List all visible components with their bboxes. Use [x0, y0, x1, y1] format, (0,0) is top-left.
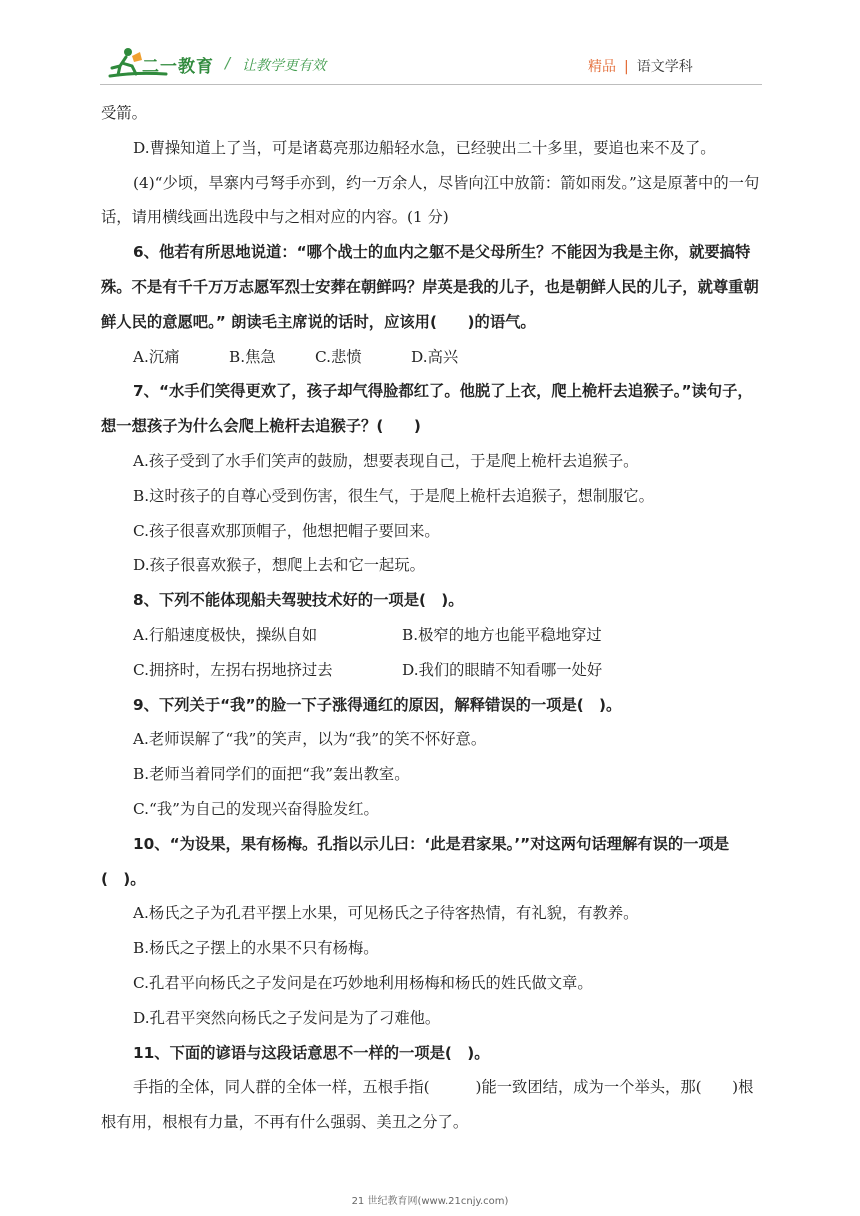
question-6-options — [101, 340, 763, 375]
option-7a: A.孩子受到了水手们笑声的鼓励，想要表现自己，于是爬上桅杆去追猴子。 — [133, 451, 639, 470]
question-7: 7、“水手们笑得更欢了，孩子却气得脸都红了。他脱了上衣，爬上桅杆去追猴子。”读句子，想一想孩子为什么会爬上桅杆去追猴子？( ) — [101, 382, 753, 436]
option-7c: C.孩子很喜欢那顶帽子，他想把帽子要回来。 — [133, 521, 440, 540]
text-line: 受箭。 — [101, 104, 147, 122]
subject-label: 语文学科 — [636, 59, 693, 75]
question-10: 10、“为设果，果有杨梅。孔指以示儿曰：‘此是君家果。’”对这两句话理解有误的一项是( )。 — [101, 834, 730, 888]
question-8-options-cd — [101, 653, 763, 688]
option-6a: A.沉痛 — [133, 347, 180, 366]
option-8c: C.拥挤时，左拐右拐地挤过去 — [133, 660, 333, 679]
quality-label: 精品 — [588, 59, 616, 75]
option-7d: D.孩子很喜欢猴子，想爬上去和它一起玩。 — [133, 556, 425, 575]
option-7b: B.这时孩子的自尊心受到伤害，很生气，于是爬上桅杆去追猴子，想制服它。 — [133, 486, 654, 505]
question-11-passage: 手指的全体，同人群的全体一样，五根手指( )能一致团结，成为一个举头，那( )根根有用，根根有力量，不再有什么强弱、美丑之分了。 — [101, 1078, 754, 1132]
option-5d: D.曹操知道上了当，可是诸葛亮那边船轻水急，已经驶出二十多里，要追也来不及了。 — [133, 138, 716, 157]
option-10a: A.杨氏之子为孔君平摆上水果，可见杨氏之子待客热情，有礼貌，有教养。 — [133, 904, 639, 923]
header-right — [588, 56, 693, 76]
option-9b: B.老师当着同学们的面把“我”轰出教室。 — [133, 765, 410, 784]
header-rule — [100, 84, 762, 85]
option-6d: D.高兴 — [411, 347, 459, 366]
option-8d: D.我们的眼睛不知看哪一处好 — [402, 660, 603, 679]
header-divider: | — [624, 59, 629, 75]
option-6c: C.悲愤 — [315, 347, 362, 366]
document-body — [101, 96, 763, 1140]
question-8: 8、下列不能体现船夫驾驶技术好的一项是( )。 — [133, 591, 464, 610]
question-5-4: (4)“少顷，旱寨内弓弩手亦到，约一万余人，尽皆向江中放箭：箭如雨发。”这是原著中的一句话，请用横线画出选段中与之相对应的内容。(1 分) — [101, 173, 760, 227]
option-10b: B.杨氏之子摆上的水果不只有杨梅。 — [133, 939, 379, 958]
page-header — [0, 0, 860, 90]
option-6b: B.焦急 — [229, 347, 276, 366]
brand-slogan: 让教学更有效 — [242, 58, 326, 74]
option-9a: A.老师误解了“我”的笑声，以为“我”的笑不怀好意。 — [133, 730, 487, 749]
page-footer: 21 世纪教育网(www.21cnjy.com) — [351, 1196, 509, 1207]
option-10c: C.孔君平向杨氏之子发问是在巧妙地利用杨梅和杨氏的姓氏做文章。 — [133, 973, 593, 992]
question-11: 11、下面的谚语与这段话意思不一样的一项是( )。 — [133, 1043, 490, 1062]
option-9c: C.“我”为自己的发现兴奋得脸发红。 — [133, 799, 379, 818]
header-slash: / — [225, 54, 231, 72]
option-10d: D.孔君平突然向杨氏之子发问是为了刁难他。 — [133, 1008, 441, 1027]
brand-name: 二一教育 — [142, 57, 214, 77]
option-8b: B.极窄的地方也能平稳地穿过 — [402, 625, 602, 644]
question-8-options-ab — [101, 618, 763, 653]
question-9: 9、下列关于“我”的脸一下子涨得通红的原因，解释错误的一项是( )。 — [133, 695, 622, 714]
question-6: 6、他若有所思地说道：“哪个战士的血内之躯不是父母所生？不能因为我是主你，就要搞特殊。不是有千千万万志愿军烈士安葬在朝鲜吗？岸英是我的儿子，也是朝鲜人民的儿子，就尊重朝鲜人民的意愿吧。” 朗读毛主席说的话时，应该用( )的语气。 — [101, 243, 759, 331]
option-8a: A.行船速度极快，操纵自如 — [133, 625, 318, 644]
